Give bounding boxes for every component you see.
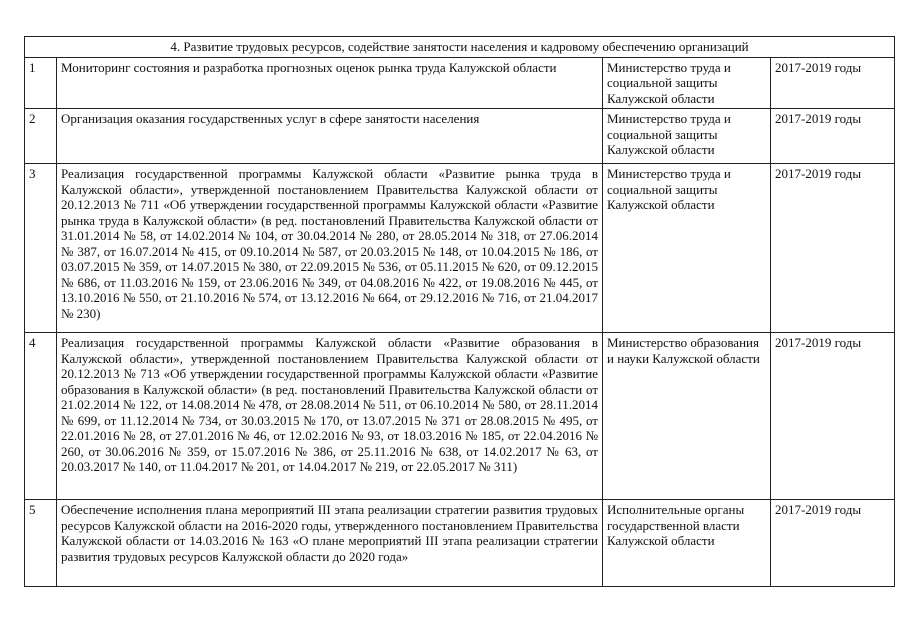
deadline: 2017-2019 годы <box>771 109 895 164</box>
responsible-org: Министерство образования и науки Калужской области <box>603 333 771 500</box>
table-row <box>25 333 895 500</box>
row-number: 4 <box>25 333 57 500</box>
measure-text: Мониторинг состояния и разработка прогнозных оценок рынка труда Калужской области <box>57 57 603 109</box>
responsible-org: Исполнительные органы государственной власти Калужской области <box>603 500 771 587</box>
row-number: 3 <box>25 164 57 333</box>
responsible-org: Министерство труда и социальной защиты Калужской области <box>603 57 771 109</box>
row-number: 5 <box>25 500 57 587</box>
deadline: 2017-2019 годы <box>771 164 895 333</box>
section-header: 4. Развитие трудовых ресурсов, содействие занятости населения и кадровому обеспечению организаций <box>25 37 895 58</box>
deadline: 2017-2019 годы <box>771 333 895 500</box>
measures-table <box>24 36 895 587</box>
table-row <box>25 164 895 333</box>
measure-text: Реализация государственной программы Калужской области «Развитие образования в Калужской области», утвержденной постановлением Правительства Калужской области от 20.12.2013 № 713 «Об утверждении государственной программы Калужской области «Развитие образования в Калужской области» (в ред. постановлений Правительства Калужской области от 21.02.2014 № 122, от 14.08.2014 № 478, от 28.08.2014 № 511, от 06.10.2014 № 580, от 28.11.2014 № 699, от 11.12.2014 № 734, от 30.03.2015 № 170, от 13.07.2015 № 371 от 28.08.2015 № 495, от 22.01.2016 № 28, от 27.01.2016 № 46, от 12.02.2016 № 93, от 18.03.2016 № 185, от 22.04.2016 № 260, от 30.06.2016 № 359, от 15.07.2016 № 386, от 25.11.2016 № 638, от 14.02.2017 № 63, от 20.03.2017 № 140, от 11.04.2017 № 201, от 14.04.2017 № 219, от 22.05.2017 № 311) <box>57 333 603 500</box>
deadline: 2017-2019 годы <box>771 500 895 587</box>
section-header-row <box>25 37 895 58</box>
row-number: 2 <box>25 109 57 164</box>
responsible-org: Министерство труда и социальной защиты Калужской области <box>603 164 771 333</box>
measure-text: Реализация государственной программы Калужской области «Развитие рынка труда в Калужской области», утвержденной постановлением Правительства Калужской области от 20.12.2013 № 711 «Об утверждении государственной программы Калужской области «Развитие рынка труда в Калужской области» (в ред. постановлений Правительства Калужской области от 31.01.2014 № 58, от 14.02.2014 № 104, от 30.04.2014 № 280, от 28.05.2014 № 318, от 27.06.2014 № 387, от 16.07.2014 № 415, от 09.10.2014 № 587, от 20.03.2015 № 148, от 10.04.2015 № 186, от 03.07.2015 № 359, от 14.07.2015 № 380, от 22.09.2015 № 536, от 05.11.2015 № 620, от 09.12.2015 № 686, от 11.03.2016 № 159, от 23.06.2016 № 349, от 04.08.2016 № 422, от 19.08.2016 № 445, от 13.10.2016 № 550, от 21.10.2016 № 574, от 13.12.2016 № 664, от 29.12.2016 № 716, от 21.04.2017 № 230) <box>57 164 603 333</box>
row-number: 1 <box>25 57 57 109</box>
table-row <box>25 500 895 587</box>
table-row <box>25 57 895 109</box>
responsible-org: Министерство труда и социальной защиты Калужской области <box>603 109 771 164</box>
deadline: 2017-2019 годы <box>771 57 895 109</box>
measure-text: Организация оказания государственных услуг в сфере занятости населения <box>57 109 603 164</box>
measure-text: Обеспечение исполнения плана мероприятий III этапа реализации стратегии развития трудовых ресурсов Калужской области на 2016-2020 годы, утвержденного постановлением Правительства Калужской области от 14.03.2016 № 163 «О плане мероприятий III этапа реализации стратегии развития трудовых ресурсов Калужской области до 2020 года» <box>57 500 603 587</box>
table-row <box>25 109 895 164</box>
